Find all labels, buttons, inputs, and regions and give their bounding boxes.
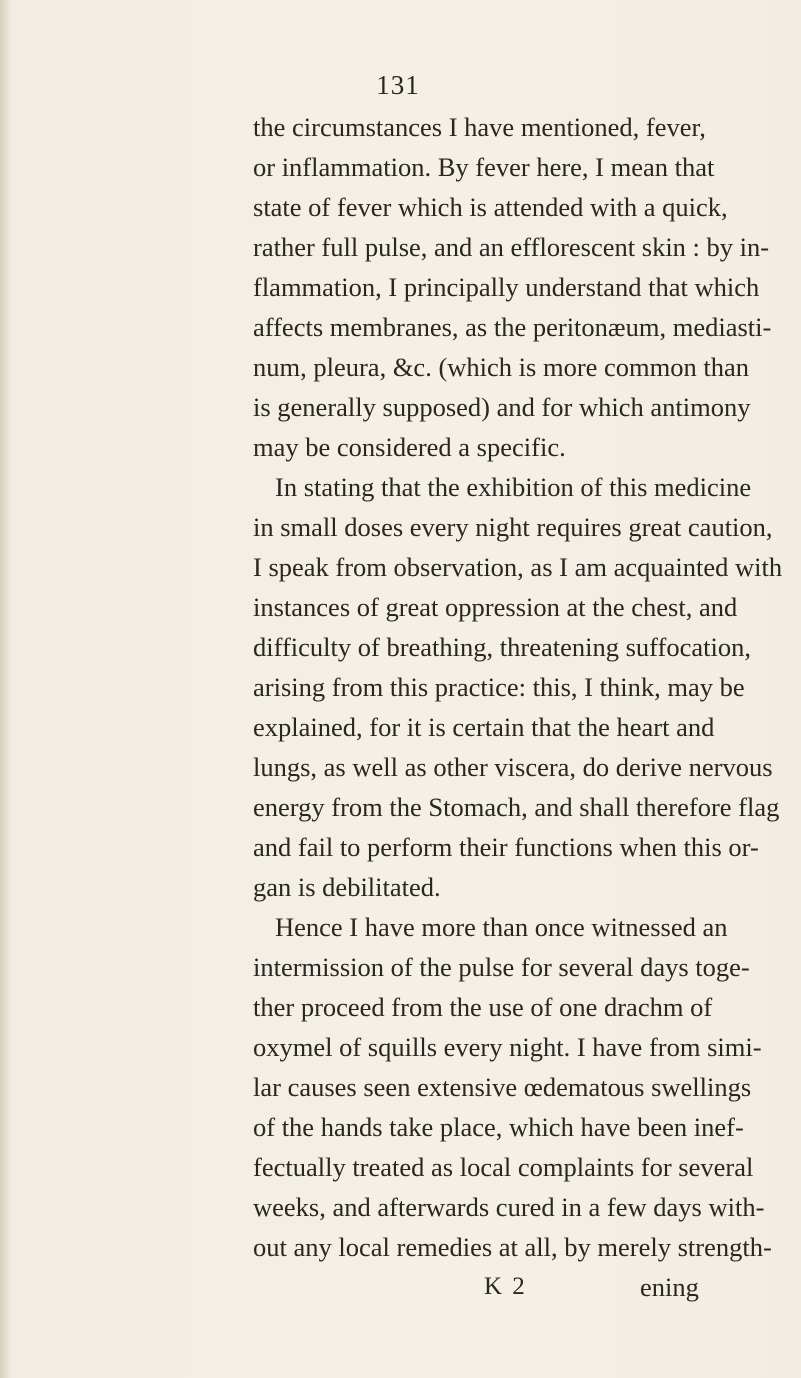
page-number: 131 xyxy=(376,70,420,100)
text-line: lungs, as well as other viscera, do derive nervous xyxy=(253,752,773,782)
text-line: oxymel of squills every night. I have from simi- xyxy=(253,1032,762,1062)
text-line: intermission of the pulse for several days toge- xyxy=(253,952,750,982)
text-line: fectually treated as local complaints for several xyxy=(253,1152,754,1182)
text-line: may be considered a specific. xyxy=(253,432,566,462)
catchword: ening xyxy=(640,1272,699,1302)
text-line: ther proceed from the use of one drachm of xyxy=(253,992,713,1022)
signature-mark: K 2 xyxy=(484,1273,527,1300)
text-line: state of fever which is attended with a quick, xyxy=(253,192,728,222)
text-line: Hence I have more than once witnessed an xyxy=(275,912,728,942)
text-line: of the hands take place, which have been inef- xyxy=(253,1112,744,1142)
text-line: num, pleura, &c. (which is more common than xyxy=(253,352,750,382)
page-footer xyxy=(0,1267,801,1307)
text-line: is generally supposed) and for which antimony xyxy=(253,392,751,422)
text-line: and fail to perform their functions when this or- xyxy=(253,832,759,862)
text-line: In stating that the exhibition of this medicine xyxy=(275,472,752,502)
text-line: affects membranes, as the peritonæum, mediasti- xyxy=(253,312,772,342)
page-edge-shadow xyxy=(0,0,10,1378)
text-line: arising from this practice: this, I think, may be xyxy=(253,672,745,702)
text-line: energy from the Stomach, and shall therefore flag xyxy=(253,792,780,822)
text-line: weeks, and afterwards cured in a few days with- xyxy=(253,1192,765,1222)
text-line: instances of great oppression at the chest, and xyxy=(253,592,738,622)
text-line: difficulty of breathing, threatening suffocation, xyxy=(253,632,751,662)
text-line: in small doses every night requires great caution, xyxy=(253,512,773,542)
text-line: I speak from observation, as I am acquainted with xyxy=(253,552,783,582)
text-line: gan is debilitated. xyxy=(253,872,441,902)
text-line: lar causes seen extensive œdematous swellings xyxy=(253,1072,752,1102)
text-line: flammation, I principally understand that which xyxy=(253,272,760,302)
text-line: explained, for it is certain that the heart and xyxy=(253,712,715,742)
text-line: the circumstances I have mentioned, fever, xyxy=(253,112,706,142)
text-line: or inflammation. By fever here, I mean that xyxy=(253,152,715,182)
text-line: rather full pulse, and an efflorescent skin : by in- xyxy=(253,232,770,262)
text-line: out any local remedies at all, by merely strength- xyxy=(253,1232,772,1262)
